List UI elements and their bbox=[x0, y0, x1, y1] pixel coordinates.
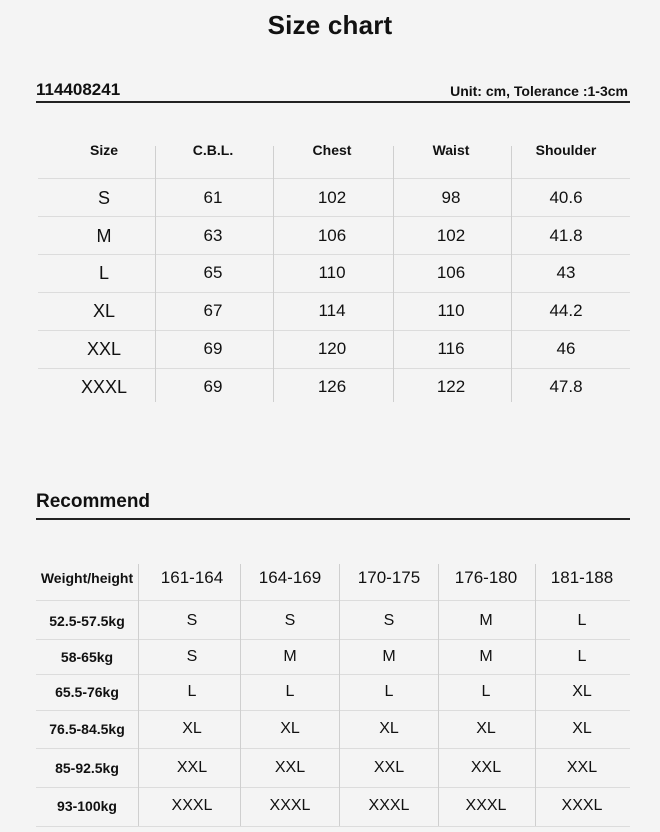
recommended-size: S bbox=[186, 612, 198, 629]
size-cell: 46 bbox=[556, 339, 576, 358]
grid-line bbox=[38, 254, 630, 255]
size-cell: 102 bbox=[436, 226, 466, 245]
recommend-corner-label: Weight/height bbox=[40, 570, 134, 586]
size-cell: 43 bbox=[556, 263, 576, 282]
size-cell: 116 bbox=[437, 339, 465, 358]
weight-range-label: 76.5-84.5kg bbox=[49, 721, 125, 737]
recommended-size: S bbox=[186, 648, 198, 665]
weight-range-label: 85-92.5kg bbox=[55, 760, 119, 776]
size-label: L bbox=[98, 262, 109, 283]
recommended-size: L bbox=[384, 683, 394, 700]
grid-line bbox=[393, 146, 394, 402]
recommended-size: XXXL bbox=[171, 797, 213, 814]
header-divider bbox=[36, 101, 630, 103]
size-label: S bbox=[97, 187, 110, 208]
size-cell: 40.6 bbox=[549, 188, 583, 207]
height-range-header: 176-180 bbox=[454, 568, 518, 587]
size-cell: 69 bbox=[203, 339, 223, 358]
grid-line bbox=[36, 748, 630, 749]
size-cell: 67 bbox=[203, 301, 223, 320]
grid-line bbox=[273, 146, 274, 402]
size-cell: 41.8 bbox=[549, 226, 583, 245]
size-cell: 120 bbox=[317, 339, 347, 358]
recommended-size: XXL bbox=[566, 759, 598, 776]
size-cell: 98 bbox=[441, 188, 461, 207]
recommended-size: XL bbox=[280, 720, 300, 737]
recommended-size: XXXL bbox=[269, 797, 311, 814]
grid-line bbox=[38, 368, 630, 369]
recommended-size: XXXL bbox=[561, 797, 603, 814]
size-col-header: Shoulder bbox=[535, 142, 597, 158]
size-label: XXL bbox=[86, 338, 122, 359]
grid-line bbox=[438, 564, 439, 826]
recommended-size: L bbox=[481, 683, 491, 700]
size-cell: 114 bbox=[318, 301, 346, 320]
size-label: XL bbox=[92, 300, 116, 321]
size-cell: 69 bbox=[203, 377, 223, 396]
recommended-size: XL bbox=[182, 720, 202, 737]
size-cell: 110 bbox=[437, 301, 465, 320]
size-cell: 106 bbox=[317, 226, 347, 245]
recommended-size: XL bbox=[379, 720, 399, 737]
size-cell: 47.8 bbox=[549, 377, 583, 396]
recommended-size: S bbox=[383, 612, 395, 629]
size-cell: 61 bbox=[203, 188, 223, 207]
size-cell: 44.2 bbox=[549, 301, 583, 320]
size-cell: 106 bbox=[436, 263, 466, 282]
recommended-size: XXL bbox=[274, 759, 306, 776]
size-cell: 122 bbox=[436, 377, 466, 396]
grid-line bbox=[38, 216, 630, 217]
grid-line bbox=[36, 674, 630, 675]
weight-range-label: 52.5-57.5kg bbox=[49, 613, 125, 629]
size-label: XXXL bbox=[80, 376, 128, 397]
recommended-size: L bbox=[285, 683, 295, 700]
grid-line bbox=[36, 600, 630, 601]
weight-range-label: 65.5-76kg bbox=[55, 684, 119, 700]
recommended-size: XL bbox=[476, 720, 496, 737]
height-range-header: 181-188 bbox=[550, 568, 614, 587]
grid-line bbox=[36, 639, 630, 640]
height-range-header: 164-169 bbox=[258, 568, 322, 587]
size-col-header: C.B.L. bbox=[192, 142, 234, 158]
recommended-size: XXXL bbox=[368, 797, 410, 814]
size-cell: 65 bbox=[203, 263, 223, 282]
grid-line bbox=[535, 564, 536, 826]
height-range-header: 161-164 bbox=[160, 568, 224, 587]
size-label: M bbox=[96, 225, 112, 246]
recommended-size: L bbox=[577, 612, 587, 629]
grid-line bbox=[339, 564, 340, 826]
size-cell: 63 bbox=[203, 226, 223, 245]
size-cell: 110 bbox=[318, 263, 346, 282]
recommended-size: XXXL bbox=[465, 797, 507, 814]
weight-range-label: 58-65kg bbox=[60, 649, 114, 665]
size-col-header: Size bbox=[89, 142, 118, 158]
grid-line bbox=[240, 564, 241, 826]
size-cell: 126 bbox=[317, 377, 347, 396]
grid-line bbox=[36, 826, 630, 827]
grid-line bbox=[511, 146, 512, 402]
size-col-header: Chest bbox=[312, 142, 352, 158]
size-col-header: Waist bbox=[432, 142, 470, 158]
grid-line bbox=[36, 787, 630, 788]
recommend-divider bbox=[36, 518, 630, 520]
recommended-size: M bbox=[479, 648, 493, 665]
recommended-size: M bbox=[382, 648, 396, 665]
unit-note: Unit: cm, Tolerance :1-3cm bbox=[450, 83, 628, 99]
product-code: 114408241 bbox=[36, 80, 121, 99]
height-range-header: 170-175 bbox=[357, 568, 421, 587]
chart-meta bbox=[36, 80, 630, 100]
recommended-size: XXL bbox=[373, 759, 405, 776]
recommended-size: L bbox=[577, 648, 587, 665]
grid-line bbox=[38, 178, 630, 179]
size-cell: 102 bbox=[317, 188, 347, 207]
recommended-size: XXL bbox=[176, 759, 208, 776]
recommended-size: M bbox=[283, 648, 297, 665]
grid-line bbox=[36, 710, 630, 711]
recommended-size: XL bbox=[572, 720, 592, 737]
grid-line bbox=[155, 146, 156, 402]
weight-range-label: 93-100kg bbox=[57, 798, 117, 814]
grid-line bbox=[38, 292, 630, 293]
recommended-size: S bbox=[284, 612, 296, 629]
grid-line bbox=[38, 330, 630, 331]
recommend-title: Recommend bbox=[36, 491, 151, 512]
recommended-size: L bbox=[187, 683, 197, 700]
recommended-size: XXL bbox=[470, 759, 502, 776]
recommended-size: M bbox=[479, 612, 493, 629]
page-title: Size chart bbox=[267, 10, 393, 40]
grid-line bbox=[138, 564, 139, 826]
recommended-size: XL bbox=[572, 683, 592, 700]
